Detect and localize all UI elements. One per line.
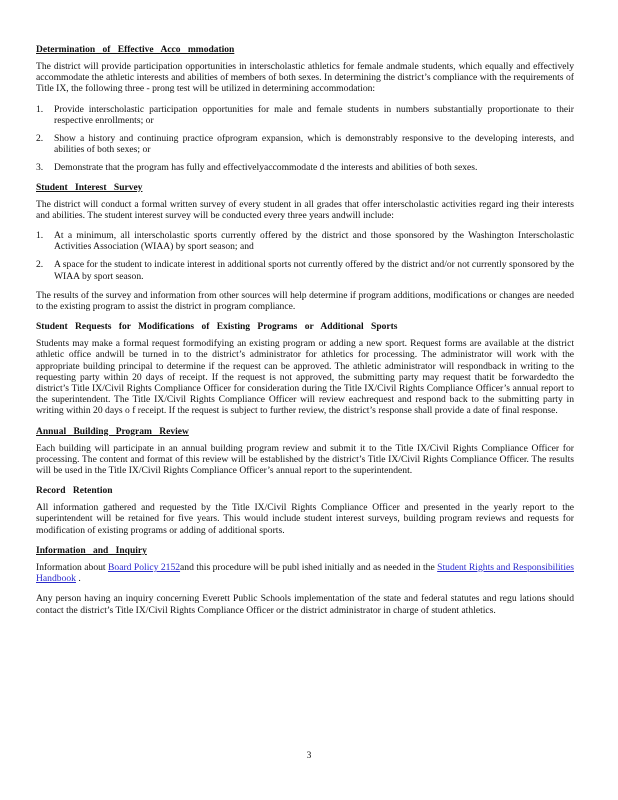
requests-body: Students may make a formal request formodifying an existing program or adding a new sport. Request forms are available at the district athletic office andwill be turned in to the district’s administrator for athletics for processing. The administrator will work with the appropriate building principal to determine if the request can be approved. The athletic administrator will respondback in writing to the requesting party within 20 days of receipt. If the request is not approved, the submitting party may request thatit be forwardedto the district’s Title IX/Civil Rights Compliance Officer for consideration during the Title IX/Civil Rights Compliance Officer’s annual report to the superintendent. The Title IX/Civil Rights Compliance Officer will review eachrequest and respond back to the submitting party in writing within 20 days o f receipt. If the request is subject to further review, the district’s response shall provide a date of final response. [36,338,574,417]
inquiry-text-middle: and this procedure will be publ ished initially and as needed in the [180,561,438,573]
page-number: 3 [306,751,312,761]
survey-list [36,230,574,282]
board-policy-link[interactable]: Board Policy 2152 [108,561,181,573]
list-item-text: Provide interscholastic participation opportunities for male and female students in numbers substantially proportionate to their respective enrollments; or [54,103,574,126]
heading-student-requests: Student Requests for Modifications of Existing Programs or Additional Sports [36,322,398,333]
inquiry-paragraph [36,562,574,584]
heading-record-retention: Record Retention [36,486,113,497]
survey-intro: The district will conduct a formal written survey of every student in all grades that offer interscholastic activities regard ing their interests and abilities. The student interest survey will be conducted every three years andwill include: [36,198,574,221]
review-body: Each building will participate in an annual building program review and submit it to the Title IX/Civil Rights Compliance Officer for processing. The content and format of this review will be established by the district’s Title IX/Civil Rights Compliance Officer. The results will be used in the Title IX/Civil Rights Compliance Officer’s annual report to the superintendent. [36,442,574,477]
heading-student-interest-survey: Student Interest Survey [36,182,143,193]
list-item-text: Show a history and continuing practice ofprogram expansion, which is demonstrably responsive to the developing interests, and abilities of both sexes; or [54,133,574,156]
inquiry-text-before: Information about [36,561,109,573]
list-item [36,133,574,155]
accommodation-intro: The district will provide participation opportunities in interscholastic athletics for female andmale students, which equally and effectively accommodate the athletic interests and abilities of members of both sexes. In determining the district’s compliance with the requirements of Title IX, the following three - prong test will be utilized in determining accommodation: [36,61,574,95]
retention-body: All information gathered and requested by the Title IX/Civil Rights Compliance Officer and presented in the yearly report to the superintendent will be retained for five years. This would include student interest surveys, building program reviews and requests for modification of existing programs or adding of additional sports. [36,502,574,536]
accommodation-list [36,104,574,174]
heading-annual-building-review: Annual Building Program Review [36,426,189,437]
list-number: 1. [36,103,44,115]
list-item-text: A space for the student to indicate interest in additional sports not currently offered by the district and/or not currently sponsored by the WIAA by sport season. [54,259,574,282]
list-number: 2. [36,133,44,145]
survey-outro: The results of the survey and information from other sources will help determine if program additions, modifications or changes are needed to the existing program to assist the district in program compliance. [36,289,574,313]
list-item [36,259,574,281]
list-item [36,104,574,126]
list-item-text: At a minimum, all interscholastic sports currently offered by the district and those sponsored by the Washington Interscholastic Activities Association (WIAA) by sport season; and [54,230,574,253]
list-item [36,162,574,173]
inquiry-text-after: . [75,573,81,585]
list-number: 1. [36,230,44,242]
heading-effective-accommodation: Determination of Effective Acco mmodation [36,45,235,55]
list-item [36,230,574,252]
list-item-text: Demonstrate that the program has fully and effectivelyaccommodate d the interests and abilities of both sexes. [54,162,478,174]
inquiry-contact-paragraph: Any person having an inquiry concerning Everett Public Schools implementation of the state and federal statutes and regu lations should contact the district’s Title IX/Civil Rights Compliance Officer or the district administrator in charge of student athletics. [36,593,574,616]
document-page [36,44,574,625]
list-number: 2. [36,259,44,271]
list-number: 3. [36,162,44,174]
student-handbook-link[interactable]: Student Rights and Responsibilities Handbook [36,561,574,585]
heading-information-inquiry: Information and Inquiry [36,545,147,556]
